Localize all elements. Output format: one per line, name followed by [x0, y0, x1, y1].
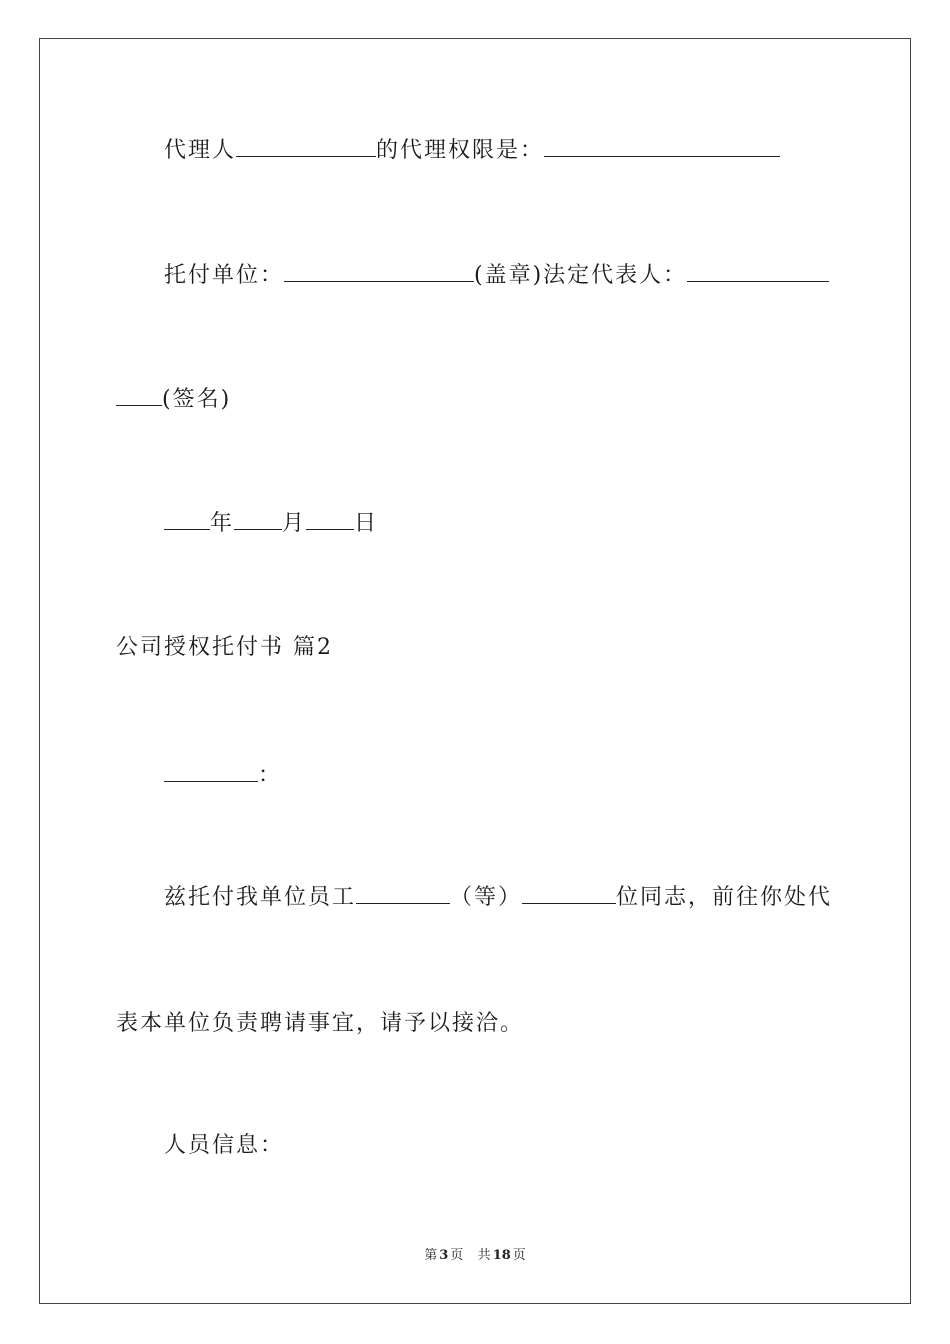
total-suffix: 页 — [512, 1248, 526, 1263]
principal-line — [164, 261, 829, 291]
agent-name-blank[interactable] — [236, 136, 376, 157]
agent-authority-line — [164, 136, 780, 166]
page-number: 3 — [439, 1248, 449, 1263]
personnel-info-line — [164, 1131, 284, 1161]
month-label: 月 — [282, 511, 307, 536]
principal-label: 托付单位： — [164, 263, 285, 288]
entrust-line — [164, 883, 832, 913]
year-label: 年 — [210, 511, 235, 536]
signature-label: (签名) — [162, 387, 232, 412]
signature-blank[interactable] — [116, 385, 162, 406]
section-number: 篇2 — [293, 635, 334, 660]
agent-label: 代理人 — [164, 138, 237, 163]
section-title: 公司授权托付书 — [116, 635, 285, 660]
colleagues-text: 位同志，前往你处代 — [616, 885, 833, 910]
section-heading — [116, 633, 333, 663]
representative-blank[interactable] — [687, 261, 829, 282]
total-prefix: 共 — [477, 1248, 491, 1263]
employee-blank[interactable] — [356, 883, 450, 904]
page-border — [39, 38, 911, 1304]
addressee-line — [164, 761, 282, 791]
page-prefix: 第 — [424, 1248, 438, 1263]
year-blank[interactable] — [164, 509, 210, 530]
authority-blank[interactable] — [544, 136, 780, 157]
entrust-text: 兹托付我单位员工 — [164, 885, 357, 910]
month-blank[interactable] — [234, 509, 282, 530]
page-footer — [0, 1246, 950, 1266]
total-pages: 18 — [492, 1248, 511, 1263]
authority-label: 的代理权限是： — [376, 138, 545, 163]
principal-blank[interactable] — [284, 261, 474, 282]
addressee-blank[interactable] — [164, 761, 258, 782]
day-blank[interactable] — [306, 509, 354, 530]
page-suffix: 页 — [450, 1248, 464, 1263]
count-blank[interactable] — [522, 883, 616, 904]
date-line — [164, 509, 378, 539]
day-label: 日 — [354, 511, 379, 536]
entrust-text-cont: 表本单位负责聘请事宜，请予以接洽。 — [116, 1011, 525, 1036]
etc-text: （等） — [450, 885, 523, 910]
personnel-info-label: 人员信息： — [164, 1133, 285, 1158]
addressee-colon: ： — [258, 763, 283, 788]
seal-representative-label: (盖章)法定代表人： — [474, 263, 688, 288]
entrust-line-cont — [116, 1009, 524, 1039]
signature-line — [116, 385, 231, 415]
